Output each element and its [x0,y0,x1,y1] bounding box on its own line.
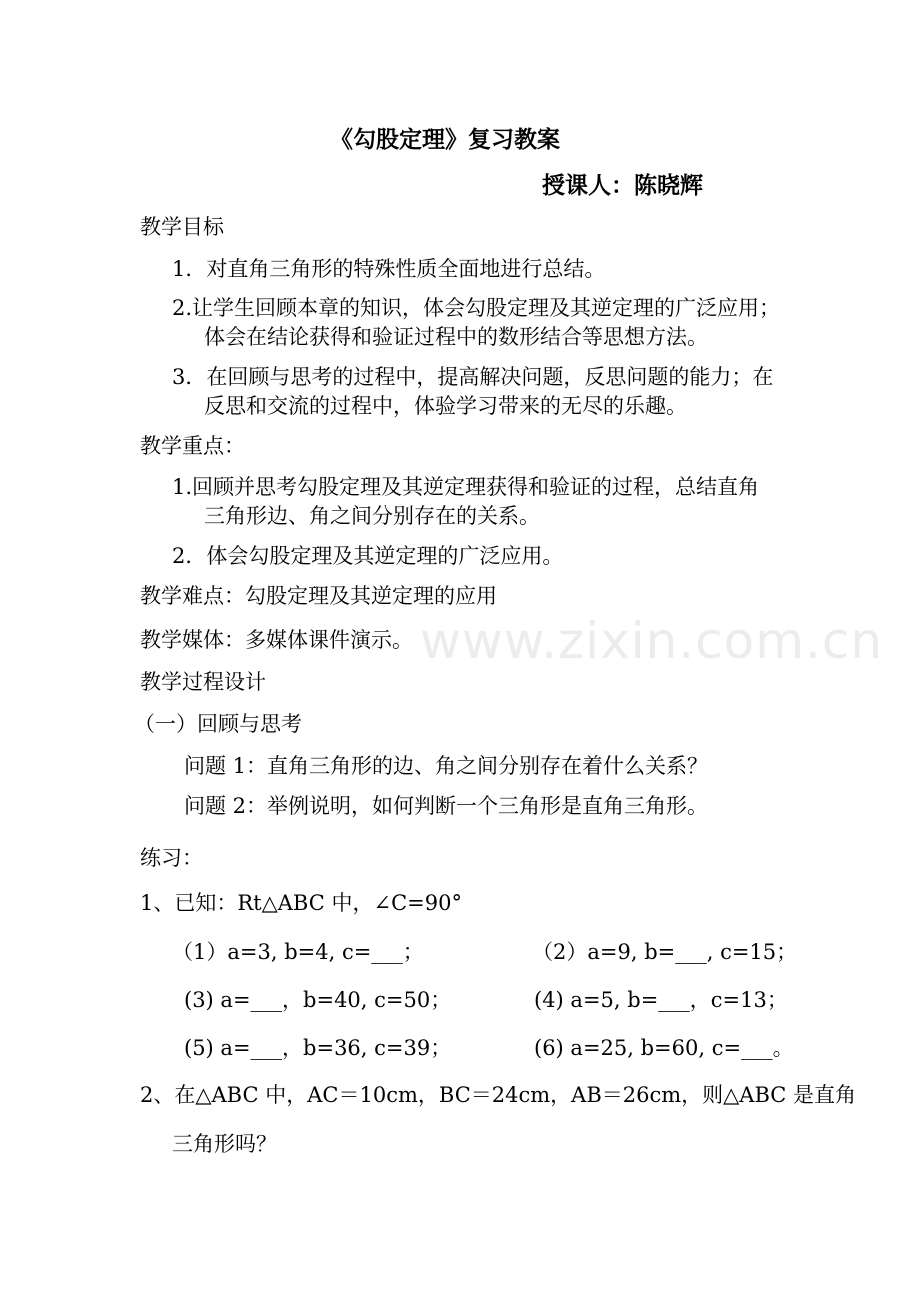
difficulty-line: 教学难点：勾股定理及其逆定理的应用 [140,584,497,608]
key-point-item-continued: 三角形边、角之间分别存在的关系。 [204,504,540,528]
exercise-1-item: (6) a=25, b=60, c=___。 [534,1036,794,1060]
exercise-1-stem: 1、已知：Rt△ABC 中，∠C=90° [140,891,462,915]
objective-item: 2.让学生回顾本章的知识，体会勾股定理及其逆定理的广泛应用； [172,296,781,320]
media-line: 教学媒体：多媒体课件演示。 [140,628,413,652]
objective-item: 3．在回顾与思考的过程中，提高解决问题，反思问题的能力；在 [172,365,774,389]
key-point-item: 1.回顾并思考勾股定理及其逆定理获得和验证的过程，总结直角 [172,475,760,499]
objective-item-continued: 反思和交流的过程中，体验学习带来的无尽的乐趣。 [204,394,687,418]
exercise-2-stem-continued: 三角形吗？ [172,1132,277,1156]
key-point-item: 2．体会勾股定理及其逆定理的广泛应用。 [172,544,564,568]
section-heading: （一）回顾与思考 [134,712,302,736]
author-line: 授课人：陈晓辉 [542,172,703,199]
exercise-2-stem: 2、在△ABC 中，AC＝10cm，BC＝24cm，AB＝26cm，则△ABC 是直角 [140,1083,857,1107]
objectives-heading: 教学目标 [140,215,224,239]
exercise-1-item: （2）a=9, b=___, c=15； [532,940,798,964]
question-line: 问题 1：直角三角形的边、角之间分别存在着什么关系？ [184,754,709,778]
key-points-heading: 教学重点： [140,434,245,458]
page-title: 《勾股定理》复习教案 [330,126,560,153]
watermark: www.zixin.com.cn [420,612,884,670]
exercise-1-item: (5) a=___，b=36, c=39； [184,1036,452,1060]
process-heading: 教学过程设计 [140,670,266,694]
question-line: 问题 2：举例说明，如何判断一个三角形是直角三角形。 [184,794,709,818]
exercise-1-item: (3) a=___，b=40, c=50； [184,988,452,1012]
objective-item-continued: 体会在结论获得和验证过程中的数形结合等思想方法。 [204,325,708,349]
objective-item: 1．对直角三角形的特殊性质全面地进行总结。 [172,257,606,281]
exercise-1-item: （1）a=3, b=4, c=___； [172,940,424,964]
practice-heading: 练习： [140,846,203,870]
exercise-1-item: (4) a=5, b=___，c=13； [534,988,788,1012]
